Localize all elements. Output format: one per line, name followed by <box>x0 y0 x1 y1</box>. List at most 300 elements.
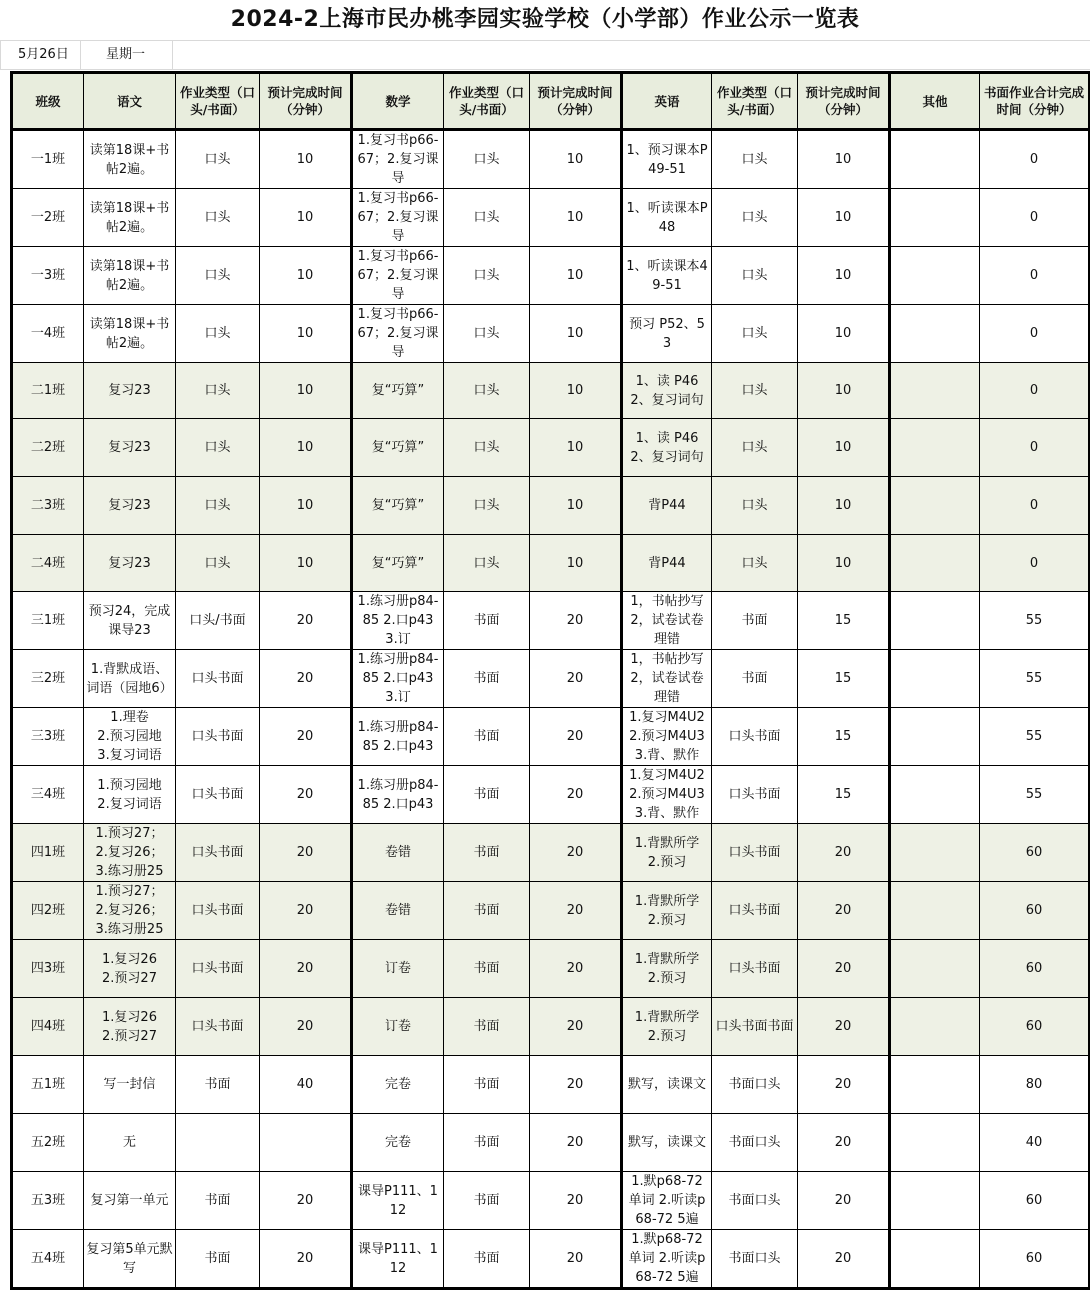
english-time-cell-text: 10 <box>834 210 852 225</box>
chinese-cell <box>84 363 176 419</box>
other-cell <box>890 477 980 535</box>
other-cell <box>890 1056 980 1114</box>
total-cell-text: 60 <box>1025 903 1043 918</box>
table-row <box>12 535 1090 592</box>
chinese-type-cell-text: 书面 <box>204 1251 231 1266</box>
class-cell <box>12 766 84 824</box>
english-time-cell <box>798 1172 890 1230</box>
english-time-cell-text: 10 <box>834 268 852 283</box>
class-cell-text: 五4班 <box>30 1251 66 1266</box>
math-type-cell-text: 书面 <box>473 1077 500 1092</box>
math-type-cell <box>444 766 530 824</box>
chinese-time-cell <box>260 766 352 824</box>
chinese-type-cell <box>176 592 260 650</box>
chinese-cell <box>84 708 176 766</box>
class-cell-text: 一3班 <box>30 268 66 283</box>
english-type-cell <box>712 305 798 363</box>
chinese-time-cell-text: 20 <box>296 787 314 802</box>
math-cell-text: 订卷 <box>384 1019 411 1034</box>
english-type-cell-text: 口头 <box>741 498 768 513</box>
class-cell-text: 二3班 <box>30 498 66 513</box>
math-type-cell-text: 口头 <box>473 326 500 341</box>
math-cell-text: 1.练习册p84-85 2.口p43 3.订 <box>357 652 439 705</box>
chinese-time-cell <box>260 1056 352 1114</box>
english-type-cell-text: 书面 <box>741 613 768 628</box>
math-type-cell <box>444 998 530 1056</box>
total-cell-text: 0 <box>1029 326 1039 341</box>
english-cell-text: 1.背默所学 2.预习 <box>634 893 700 928</box>
math-cell-text: 1.练习册p84-85 2.口p43 3.订 <box>357 594 439 647</box>
english-cell-text: 默写，读课文 <box>627 1077 706 1092</box>
english-type-cell-text: 书面口头 <box>728 1135 781 1150</box>
chinese-type-cell-text: 口头 <box>204 383 231 398</box>
english-cell-text: 1.复习M4U2 2.预习M4U3 3.背、默作 <box>629 710 705 763</box>
other-cell <box>890 247 980 305</box>
math-time-cell <box>530 247 622 305</box>
english-cell-text: 1.默p68-72单词 2.听读p68-72 5遍 <box>628 1174 706 1227</box>
chinese-time-cell <box>260 882 352 940</box>
total-cell-text: 60 <box>1025 845 1043 860</box>
english-type-cell-text: 口头 <box>741 268 768 283</box>
english-cell <box>622 708 712 766</box>
english-cell <box>622 305 712 363</box>
chinese-time-cell <box>260 1114 352 1172</box>
math-time-cell <box>530 189 622 247</box>
chinese-time-cell-text: 10 <box>296 498 314 513</box>
chinese-type-cell <box>176 189 260 247</box>
math-type-cell-text: 书面 <box>473 729 500 744</box>
chinese-time-cell-text: 20 <box>296 845 314 860</box>
chinese-cell-text: 读第18课+书帖2遍。 <box>89 258 170 293</box>
total-cell <box>980 363 1090 419</box>
math-type-cell <box>444 592 530 650</box>
total-cell <box>980 824 1090 882</box>
chinese-cell-text: 无 <box>122 1135 136 1150</box>
total-cell-text: 0 <box>1029 555 1039 571</box>
chinese-cell-text: 复习23 <box>108 440 151 455</box>
math-cell <box>352 1056 444 1114</box>
chinese-cell-text: 1.复习26 2.预习27 <box>102 1009 157 1044</box>
total-cell <box>980 247 1090 305</box>
other-cell <box>890 535 980 592</box>
chinese-type-cell <box>176 419 260 477</box>
math-cell-text: 完卷 <box>384 1135 411 1150</box>
english-time-cell <box>798 940 890 998</box>
total-cell-text: 55 <box>1025 671 1043 686</box>
table-row <box>12 940 1090 998</box>
english-type-cell <box>712 363 798 419</box>
english-type-cell <box>712 824 798 882</box>
chinese-type-cell-text: 口头书面 <box>191 729 244 744</box>
english-time-cell <box>798 592 890 650</box>
chinese-type-cell-text: 口头 <box>204 326 231 341</box>
chinese-cell-text: 写一封信 <box>103 1077 156 1092</box>
class-cell <box>12 247 84 305</box>
english-cell <box>622 766 712 824</box>
math-time-cell-text: 10 <box>566 210 584 225</box>
class-cell <box>12 189 84 247</box>
table-row <box>12 882 1090 940</box>
chinese-time-cell-text: 10 <box>296 152 314 167</box>
english-type-cell-text: 口头书面书面 <box>715 1019 794 1034</box>
chinese-time-cell-text: 10 <box>296 268 314 283</box>
math-time-cell-text: 20 <box>566 903 584 918</box>
math-cell-text: 复“巧算” <box>371 498 425 513</box>
english-cell <box>622 189 712 247</box>
chinese-type-cell <box>176 535 260 592</box>
total-cell-text: 55 <box>1025 787 1043 802</box>
table-row <box>12 1056 1090 1114</box>
math-time-cell <box>530 824 622 882</box>
english-type-cell-text: 口头 <box>741 326 768 341</box>
chinese-time-cell <box>260 130 352 189</box>
class-cell <box>12 940 84 998</box>
english-time-cell <box>798 189 890 247</box>
class-cell-text: 二4班 <box>30 555 66 571</box>
chinese-type-cell-text: 口头书面 <box>191 903 244 918</box>
class-cell-text: 四3班 <box>30 961 66 976</box>
chinese-time-cell <box>260 535 352 592</box>
chinese-type-cell <box>176 363 260 419</box>
total-cell <box>980 130 1090 189</box>
math-cell <box>352 247 444 305</box>
math-cell <box>352 305 444 363</box>
math-cell <box>352 477 444 535</box>
english-type-cell <box>712 650 798 708</box>
chinese-cell-text: 1.复习26 2.预习27 <box>102 951 157 986</box>
math-cell <box>352 824 444 882</box>
total-cell-text: 60 <box>1025 1193 1043 1208</box>
table-row <box>12 419 1090 477</box>
chinese-cell-text: 1.预习27； 2.复习26； 3.练习册25 <box>95 884 164 937</box>
english-cell-text: 背P44 <box>648 555 686 571</box>
chinese-cell-text: 复习第5单元默写 <box>86 1241 173 1276</box>
chinese-type-cell <box>176 305 260 363</box>
english-time-cell-text: 10 <box>834 383 852 398</box>
english-time-cell <box>798 998 890 1056</box>
english-cell-text: 1，书帖抄写 2，试卷试卷理错 <box>630 594 704 647</box>
table-row <box>12 708 1090 766</box>
english-time-cell-text: 15 <box>834 671 852 686</box>
chinese-cell <box>84 766 176 824</box>
class-cell <box>12 708 84 766</box>
class-cell <box>12 1056 84 1114</box>
header-math: 数学 <box>352 73 444 130</box>
chinese-cell-text: 读第18课+书帖2遍。 <box>89 200 170 235</box>
chinese-cell-text: 复习23 <box>108 383 151 398</box>
math-type-cell <box>444 708 530 766</box>
math-cell-text: 1.复习书p66-67；2.复习课导 <box>357 133 439 186</box>
english-time-cell <box>798 650 890 708</box>
total-cell-text: 0 <box>1029 268 1039 283</box>
math-time-cell <box>530 305 622 363</box>
english-cell <box>622 1114 712 1172</box>
math-time-cell <box>530 766 622 824</box>
english-cell-text: 1，书帖抄写 2，试卷试卷理错 <box>630 652 704 705</box>
math-cell-text: 1.练习册p84-85 2.口p43 <box>357 777 439 812</box>
header-english-type: 作业类型（口头/书面） <box>712 73 798 130</box>
english-time-cell <box>798 477 890 535</box>
math-time-cell-text: 10 <box>566 383 584 398</box>
chinese-time-cell <box>260 940 352 998</box>
math-type-cell <box>444 305 530 363</box>
chinese-type-cell <box>176 130 260 189</box>
math-time-cell <box>530 130 622 189</box>
english-time-cell <box>798 130 890 189</box>
header-math-time: 预计完成时间（分钟） <box>530 73 622 130</box>
math-time-cell-text: 10 <box>566 152 584 167</box>
english-time-cell-text: 20 <box>834 1193 852 1208</box>
math-cell-text: 1.复习书p66-67；2.复习课导 <box>357 249 439 302</box>
math-type-cell-text: 书面 <box>473 613 500 628</box>
english-type-cell <box>712 766 798 824</box>
chinese-type-cell-text: 口头 <box>204 440 231 455</box>
class-cell <box>12 998 84 1056</box>
chinese-time-cell-text: 10 <box>296 383 314 398</box>
total-cell-text: 0 <box>1029 152 1039 167</box>
total-cell <box>980 477 1090 535</box>
math-type-cell-text: 书面 <box>473 1019 500 1034</box>
english-time-cell <box>798 305 890 363</box>
math-cell <box>352 363 444 419</box>
chinese-type-cell <box>176 247 260 305</box>
math-cell-text: 订卷 <box>384 961 411 976</box>
math-cell <box>352 650 444 708</box>
english-type-cell-text: 口头 <box>741 383 768 398</box>
chinese-type-cell <box>176 766 260 824</box>
chinese-type-cell <box>176 998 260 1056</box>
english-type-cell-text: 口头 <box>741 440 768 455</box>
table-row <box>12 650 1090 708</box>
class-cell <box>12 130 84 189</box>
english-time-cell-text: 10 <box>834 555 852 571</box>
english-time-cell <box>798 535 890 592</box>
chinese-type-cell-text: 口头 <box>204 268 231 283</box>
math-time-cell <box>530 650 622 708</box>
other-cell <box>890 419 980 477</box>
english-type-cell-text: 口头书面 <box>728 729 781 744</box>
english-time-cell-text: 15 <box>834 787 852 802</box>
chinese-cell <box>84 419 176 477</box>
english-time-cell <box>798 247 890 305</box>
chinese-type-cell-text: 口头书面 <box>191 787 244 802</box>
math-type-cell <box>444 247 530 305</box>
chinese-cell <box>84 477 176 535</box>
english-type-cell-text: 口头 <box>741 152 768 167</box>
class-cell-text: 一4班 <box>30 326 66 341</box>
english-cell <box>622 592 712 650</box>
english-type-cell-text: 口头书面 <box>728 787 781 802</box>
chinese-time-cell-text: 20 <box>296 961 314 976</box>
chinese-type-cell <box>176 708 260 766</box>
math-time-cell <box>530 708 622 766</box>
math-cell <box>352 419 444 477</box>
chinese-cell <box>84 650 176 708</box>
english-type-cell-text: 口头 <box>741 555 768 571</box>
chinese-type-cell-text: 口头书面 <box>191 845 244 860</box>
math-time-cell-text: 20 <box>566 1077 584 1092</box>
total-cell <box>980 940 1090 998</box>
math-cell <box>352 130 444 189</box>
english-cell <box>622 535 712 592</box>
total-cell-text: 0 <box>1029 498 1039 513</box>
class-cell-text: 三2班 <box>30 671 66 686</box>
math-type-cell-text: 书面 <box>473 961 500 976</box>
chinese-time-cell <box>260 592 352 650</box>
chinese-time-cell-text: 10 <box>296 440 314 455</box>
chinese-time-cell <box>260 247 352 305</box>
chinese-type-cell-text: 书面 <box>204 1077 231 1092</box>
english-time-cell-text: 20 <box>834 1019 852 1034</box>
math-cell-text: 完卷 <box>384 1077 411 1092</box>
math-time-cell <box>530 592 622 650</box>
math-cell-text: 复“巧算” <box>371 383 425 398</box>
class-cell <box>12 419 84 477</box>
chinese-time-cell <box>260 1172 352 1230</box>
math-cell <box>352 1172 444 1230</box>
other-cell <box>890 189 980 247</box>
math-cell <box>352 766 444 824</box>
chinese-time-cell <box>260 824 352 882</box>
math-cell <box>352 189 444 247</box>
header-chinese-time: 预计完成时间（分钟） <box>260 73 352 130</box>
english-cell <box>622 477 712 535</box>
table-row <box>12 1114 1090 1172</box>
table-row <box>12 998 1090 1056</box>
math-type-cell <box>444 1172 530 1230</box>
class-cell-text: 五3班 <box>30 1193 66 1208</box>
total-cell-text: 40 <box>1025 1135 1043 1150</box>
chinese-cell-text: 1.预习园地 2.复习词语 <box>97 777 162 812</box>
chinese-time-cell <box>260 650 352 708</box>
math-cell-text: 1.复习书p66-67；2.复习课导 <box>357 191 439 244</box>
math-type-cell-text: 书面 <box>473 845 500 860</box>
english-cell-text: 1、听读课本P48 <box>626 200 708 235</box>
total-cell <box>980 305 1090 363</box>
english-type-cell <box>712 940 798 998</box>
header-class: 班级 <box>12 73 84 130</box>
english-time-cell-text: 20 <box>834 1077 852 1092</box>
total-cell <box>980 535 1090 592</box>
total-cell-text: 60 <box>1025 1251 1043 1266</box>
chinese-cell <box>84 998 176 1056</box>
math-time-cell-text: 20 <box>566 787 584 802</box>
chinese-time-cell-text: 20 <box>296 1019 314 1034</box>
chinese-type-cell <box>176 1056 260 1114</box>
other-cell <box>890 363 980 419</box>
english-time-cell-text: 20 <box>834 1135 852 1150</box>
chinese-time-cell-text: 20 <box>296 671 314 686</box>
chinese-cell <box>84 305 176 363</box>
chinese-type-cell-text: 书面 <box>204 1193 231 1208</box>
math-cell <box>352 592 444 650</box>
chinese-time-cell-text: 20 <box>296 903 314 918</box>
math-time-cell-text: 10 <box>566 268 584 283</box>
chinese-time-cell-text: 10 <box>296 210 314 225</box>
math-time-cell-text: 20 <box>566 1019 584 1034</box>
chinese-cell <box>84 130 176 189</box>
total-cell-text: 60 <box>1025 961 1043 976</box>
math-type-cell-text: 口头 <box>473 210 500 225</box>
math-type-cell <box>444 882 530 940</box>
weekday-label: 星期一 <box>106 47 146 62</box>
class-cell-text: 四2班 <box>30 903 66 918</box>
class-cell-text: 五2班 <box>30 1135 66 1150</box>
total-cell <box>980 766 1090 824</box>
math-cell <box>352 940 444 998</box>
total-cell <box>980 1056 1090 1114</box>
class-cell-text: 五1班 <box>30 1077 66 1092</box>
class-cell <box>12 592 84 650</box>
chinese-time-cell-text: 20 <box>296 1251 314 1266</box>
chinese-cell <box>84 1114 176 1172</box>
chinese-cell <box>84 189 176 247</box>
chinese-time-cell <box>260 477 352 535</box>
class-cell-text: 三1班 <box>30 613 66 628</box>
english-time-cell <box>798 1056 890 1114</box>
chinese-cell-text: 读第18课+书帖2遍。 <box>89 142 170 177</box>
english-cell-text: 1、预习课本P49-51 <box>626 142 708 177</box>
total-cell-text: 0 <box>1029 210 1039 225</box>
english-time-cell-text: 15 <box>834 729 852 744</box>
chinese-time-cell <box>260 708 352 766</box>
math-type-cell-text: 口头 <box>473 498 500 513</box>
english-time-cell-text: 10 <box>834 152 852 167</box>
english-cell-text: 1.背默所学 2.预习 <box>634 951 700 986</box>
homework-table <box>10 71 1090 1290</box>
math-type-cell-text: 书面 <box>473 1135 500 1150</box>
english-time-cell <box>798 419 890 477</box>
math-time-cell-text: 20 <box>566 613 584 628</box>
english-cell <box>622 363 712 419</box>
other-cell <box>890 650 980 708</box>
chinese-type-cell-text: 口头 <box>204 210 231 225</box>
chinese-cell-text: 1.理卷 2.预习园地 3.复习词语 <box>97 710 162 763</box>
total-cell <box>980 1172 1090 1230</box>
english-type-cell-text: 书面 <box>741 671 768 686</box>
class-cell <box>12 305 84 363</box>
chinese-cell-text: 复习23 <box>108 498 151 513</box>
chinese-type-cell <box>176 824 260 882</box>
english-cell-text: 1.背默所学 2.预习 <box>634 1009 700 1044</box>
chinese-cell-text: 1.预习27； 2.复习26； 3.练习册25 <box>95 826 164 879</box>
math-cell-text: 课导P111、112 <box>358 1183 438 1218</box>
table-row <box>12 824 1090 882</box>
math-time-cell <box>530 998 622 1056</box>
math-time-cell-text: 20 <box>566 1135 584 1150</box>
table-row <box>12 766 1090 824</box>
english-cell-text: 1、读 P46 2、复习词句 <box>630 373 704 408</box>
table-row <box>12 1172 1090 1230</box>
total-cell <box>980 650 1090 708</box>
math-time-cell-text: 20 <box>566 671 584 686</box>
math-time-cell <box>530 363 622 419</box>
total-cell-text: 80 <box>1025 1077 1043 1092</box>
english-time-cell-text: 10 <box>834 326 852 341</box>
math-type-cell-text: 书面 <box>473 671 500 686</box>
english-type-cell <box>712 419 798 477</box>
math-time-cell-text: 20 <box>566 845 584 860</box>
header-row <box>12 73 1090 130</box>
class-cell <box>12 882 84 940</box>
math-time-cell-text: 20 <box>566 729 584 744</box>
total-cell <box>980 592 1090 650</box>
math-cell <box>352 998 444 1056</box>
math-type-cell-text: 口头 <box>473 383 500 398</box>
chinese-time-cell <box>260 305 352 363</box>
math-time-cell <box>530 477 622 535</box>
english-time-cell-text: 15 <box>834 613 852 628</box>
